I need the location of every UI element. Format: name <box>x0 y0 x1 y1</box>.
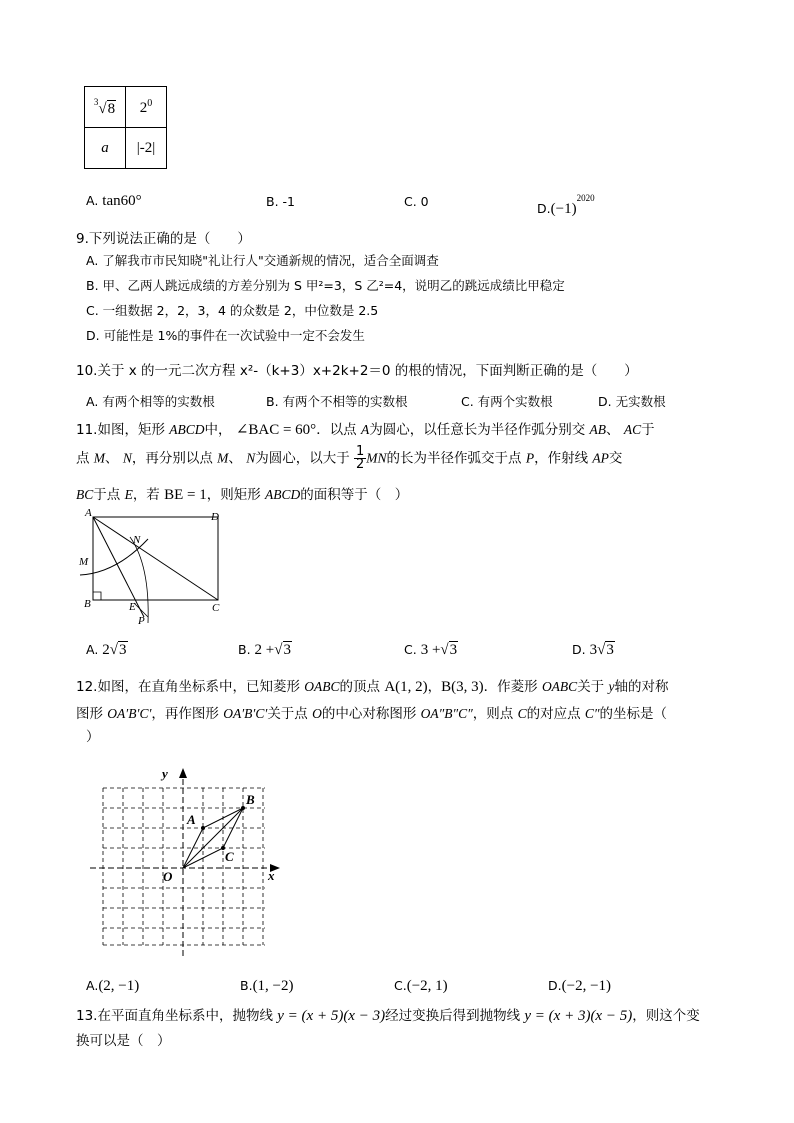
q11-line-2: 点 M、 N，再分别以点 M、 N为圆心，以大于 $\frac{1}{2}$ MN的长为半径作弧交于点 P，作射线 AP交 <box>76 444 623 472</box>
q9-option-c: C. 一组数据 2，2，3，4 的众数是 2，中位数是 2.5 <box>86 303 379 318</box>
table-cell-cuberoot: $^3$√8 <box>85 87 126 128</box>
q12-option-a: A.(2, −1) <box>86 978 140 994</box>
label-x: x <box>268 868 275 883</box>
q11-line-1: 11.如图，矩形 ABCD中， ∠BAC = 60°．以点 A为圆心，以任意长为半径作弧分别交 AB、 AC于 <box>76 422 655 438</box>
label-a: A <box>187 812 196 827</box>
diagonal-ac <box>93 517 218 600</box>
ray-ap <box>93 517 144 617</box>
label-o: O <box>163 869 173 884</box>
label-n: N <box>133 534 141 546</box>
label-m: M <box>79 556 89 568</box>
q10-stem: 10.关于 x 的一元二次方程 x²-（k+3）x+2k+2＝0 的根的情况，下面判断正确的是（ ） <box>76 363 638 379</box>
q9-stem: 9.下列说法正确的是（ ） <box>76 231 251 247</box>
label-b: B <box>246 792 255 807</box>
q9-option-b: B. 甲、乙两人跳远成绩的方差分别为 S 甲²=3，S 乙²=4，说明乙的跳远成绩比甲稳定 <box>86 278 565 293</box>
q13-line-1: 13.在平面直角坐标系中，抛物线 y = (x + 5)(x − 3)经过变换后得到抛物线 y = (x + 3)(x − 5)，则这个变 <box>76 1008 700 1024</box>
table-cell-power: $2^0$ <box>126 87 167 128</box>
q11-line-3: BC于点 E，若 BE = 1，则矩形 ABCD的面积等于（ ） <box>76 487 409 503</box>
q13-line-2: 换可以是（ ） <box>76 1033 171 1049</box>
q12-line-1: 12.如图，在直角坐标系中，已知菱形 OABC的顶点 A(1, 2)，B(3, 3)．作菱形 OABC关于 y轴的对称 <box>76 679 669 695</box>
label-d: D <box>211 511 219 523</box>
q10-option-d: D. 无实数根 <box>598 394 666 409</box>
q12-coordinate-figure <box>90 760 290 956</box>
table-cell-abs: |-2| <box>126 128 167 169</box>
q10-option-a: A. 有两个相等的实数根 <box>86 394 215 409</box>
q12-option-d: D.(−2, −1) <box>548 978 612 994</box>
label-c: C <box>225 849 234 864</box>
fraction-one-half: $\frac{1}{2}$ <box>356 444 365 472</box>
label-b: B <box>84 598 91 610</box>
q10-option-b: B. 有两个不相等的实数根 <box>266 394 408 409</box>
y-axis-arrow <box>179 768 187 778</box>
q8-table <box>84 86 167 169</box>
q12-option-b: B.(1, −2) <box>240 978 294 994</box>
q10-option-c: C. 有两个实数根 <box>461 394 553 409</box>
q11-option-a: A. 2√3 <box>86 642 127 658</box>
label-c: C <box>212 602 220 614</box>
right-angle-mark <box>93 592 101 600</box>
q12-line-2: 图形 OA′B′C′，再作图形 OA′B′C′关于点 O的中心对称图形 OA″B″C″，则点 C的对应点 C″的坐标是（ <box>76 706 668 722</box>
q8-option-a: A. tan60° <box>86 193 142 209</box>
label-e: E <box>129 601 136 613</box>
point-b <box>241 806 245 810</box>
label-a: A <box>85 507 92 519</box>
q8-option-d: $D.(-1)^{2020}$ <box>537 193 595 217</box>
q11-option-c: C. 3 +√3 <box>404 642 458 658</box>
q11-option-d: D. 3√3 <box>572 642 614 658</box>
q11-rectangle-figure <box>76 505 236 630</box>
q9-option-a: A. 了解我市市民知晓"礼让行人"交通新规的情况，适合全面调查 <box>86 253 439 268</box>
q9-option-d: D. 可能性是 1%的事件在一次试验中一定不会发生 <box>86 328 365 343</box>
q8-option-c: C. 0 <box>404 194 429 209</box>
table-cell-a: a <box>85 128 126 169</box>
q12-line-3: ） <box>86 729 100 745</box>
label-y: y <box>162 766 168 781</box>
point-a <box>201 826 205 830</box>
label-p: P <box>138 615 145 627</box>
q11-option-b: B. 2 +√3 <box>238 642 291 658</box>
q8-option-b: B. -1 <box>266 194 295 209</box>
q12-option-c: C.(−2, 1) <box>394 978 448 994</box>
